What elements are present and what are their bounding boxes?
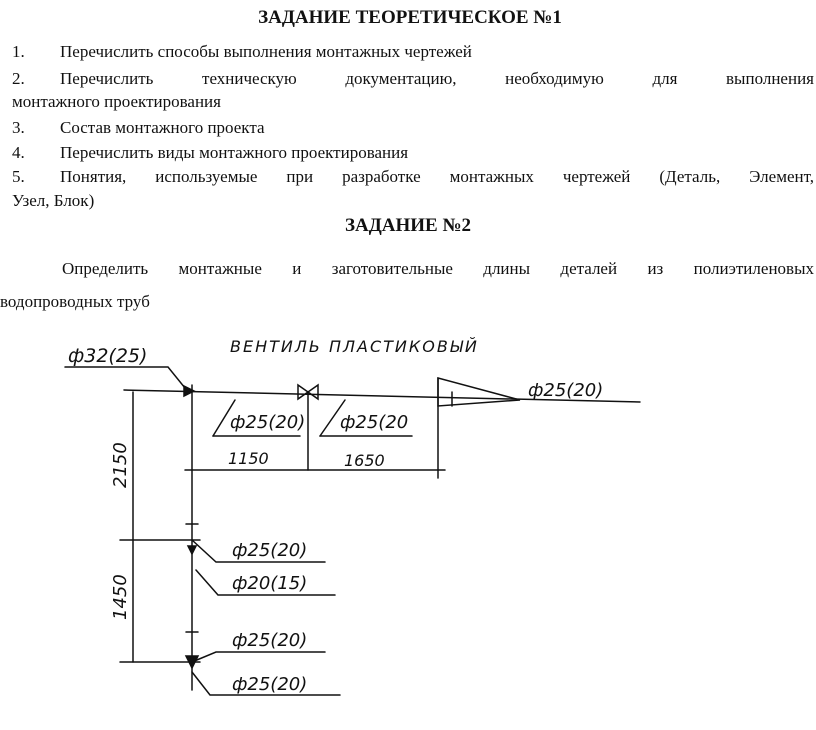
- item-text: Перечислить техническую документацию, необходимую для выполнения: [60, 69, 814, 88]
- item-text: Перечислить виды монтажного проектирования: [60, 143, 409, 162]
- valve-label: ВЕНТИЛЬ ПЛАСТИКОВЫЙ: [230, 337, 479, 356]
- pipe-right-label: ф25(20): [528, 380, 604, 401]
- valve-icon: [298, 385, 308, 399]
- dim-1450: 1450: [110, 574, 131, 620]
- reducer-icon: [438, 378, 520, 406]
- item-continuation: Узел, Блок): [12, 191, 95, 210]
- leader-branch3: [192, 652, 325, 662]
- dim-1650: 1650: [344, 451, 385, 470]
- task2-title: ЗАДАНИЕ №2: [344, 215, 472, 236]
- leader-pipe-main: [65, 367, 185, 388]
- valve-icon: [308, 385, 318, 399]
- branch2-label: ф20(15): [232, 573, 308, 594]
- dim-2150: 2150: [110, 442, 131, 488]
- task1-title: ЗАДАНИЕ ТЕОРЕТИЧЕСКОЕ №1: [258, 7, 562, 28]
- task2-text-line1: Определить монтажные и заготовительные длины деталей из полиэтиленовых: [62, 259, 814, 278]
- tee-marker: [188, 546, 196, 554]
- seg1-pipe-label: ф25(20): [230, 412, 306, 433]
- item-number: 4.: [12, 143, 25, 162]
- item-number: 1.: [12, 42, 25, 61]
- branch3-label: ф25(20): [232, 630, 308, 651]
- item-text: Понятия, используемые при разработке монтажных чертежей (Деталь, Элемент,: [60, 167, 814, 186]
- pipe-main-label: ф32(25): [68, 345, 148, 367]
- item-continuation: монтажного проектирования: [12, 92, 221, 111]
- item-number: 2.: [12, 69, 25, 88]
- item-text: Состав монтажного проекта: [60, 118, 265, 137]
- task2-text-line2: водопроводных труб: [0, 292, 150, 311]
- seg2-pipe-label: ф25(20: [340, 412, 409, 433]
- item-text: Перечислить способы выполнения монтажных чертежей: [60, 42, 472, 61]
- branch4-label: ф25(20): [232, 674, 308, 695]
- dim-1150: 1150: [228, 449, 269, 468]
- branch1-label: ф25(20): [232, 540, 308, 561]
- item-number: 5.: [12, 167, 25, 186]
- item-number: 3.: [12, 118, 25, 137]
